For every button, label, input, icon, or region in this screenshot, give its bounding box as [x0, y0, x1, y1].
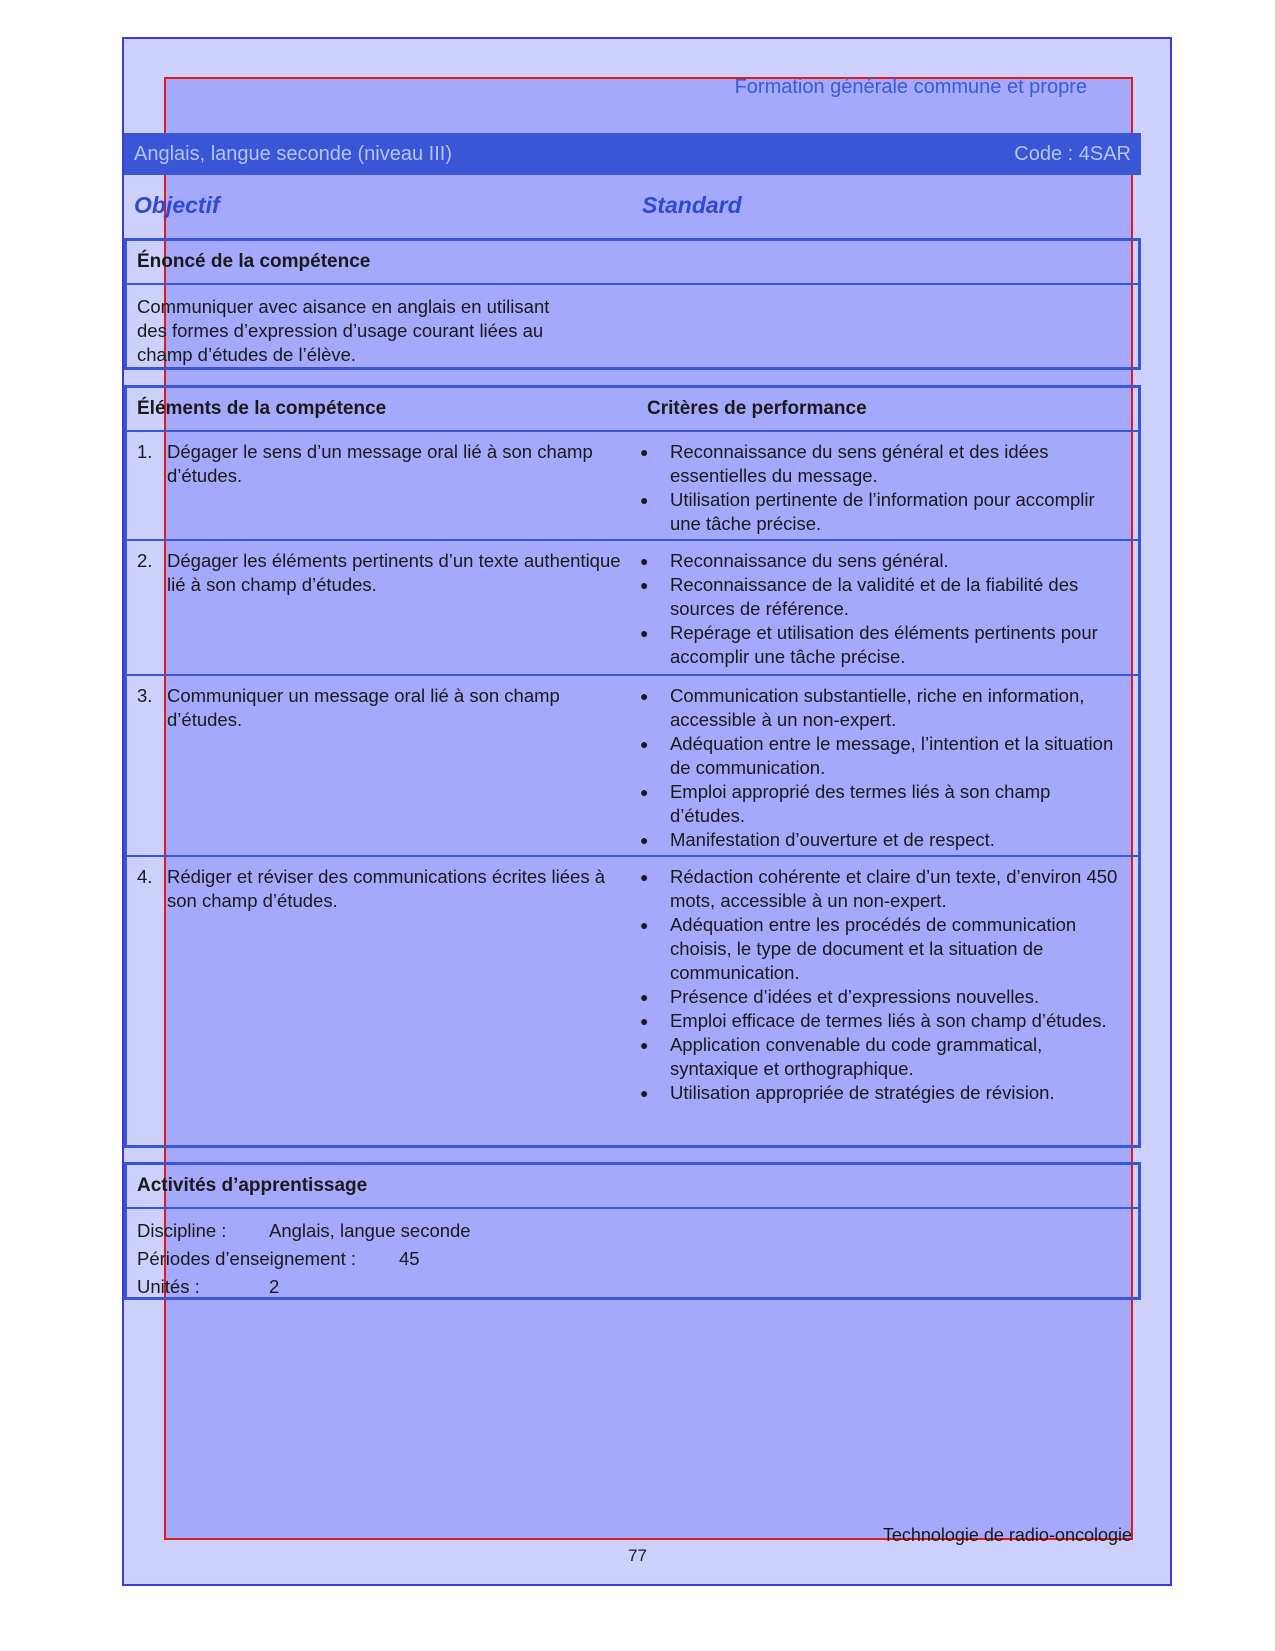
element-number: 2.: [137, 550, 153, 571]
criteria-item: [640, 780, 1128, 828]
course-title: Anglais, langue seconde (niveau III): [134, 142, 452, 165]
criteria-item: [640, 573, 1128, 621]
standard-label: Standard: [642, 192, 742, 218]
element-row: [127, 676, 1138, 857]
element-description: Communiquer un message oral lié à son champ d’études.: [167, 685, 560, 730]
criteria-text: Adéquation entre le message, l’intention et la situation de communication.: [669, 733, 1114, 778]
criteria-item: [640, 985, 1128, 1009]
discipline-value: Anglais, langue seconde: [269, 1220, 471, 1241]
element-description: Rédiger et réviser des communications écrites liées à son champ d’études.: [167, 866, 606, 911]
bullet-icon: ●: [639, 625, 649, 641]
periodes-label: Périodes d’enseignement :: [137, 1248, 357, 1269]
element-number: 4.: [137, 866, 153, 887]
element-row: [127, 857, 1138, 1134]
criteria-list: [640, 549, 1128, 668]
element-text: [137, 440, 640, 533]
criteria-list: [640, 440, 1128, 533]
bullet-icon: ●: [639, 832, 649, 848]
criteria-item: [640, 1033, 1128, 1081]
enonce-line: Communiquer avec aisance en anglais en utilisant: [137, 296, 550, 317]
criteria-item: [640, 440, 1128, 488]
enonce-line: des formes d’expression d’usage courant liées au: [137, 320, 544, 341]
bullet-icon: ●: [639, 492, 649, 508]
element-text: [137, 684, 640, 849]
element-row: [127, 432, 1138, 541]
criteria-text: Rédaction cohérente et claire d’un texte, d’environ 450 mots, accessible à un non-expert.: [669, 866, 1118, 911]
criteria-item: [640, 732, 1128, 780]
activites-box: [124, 1162, 1141, 1300]
element-text: [137, 865, 640, 1128]
criteria-text: Reconnaissance de la validité et de la fiabilité des sources de référence.: [669, 574, 1079, 619]
footer-program: Technologie de radio-oncologie: [882, 1525, 1132, 1545]
header-top-right: Formation générale commune et propre: [734, 76, 1087, 98]
element-number: 1.: [137, 441, 153, 462]
periodes-value: 45: [399, 1248, 420, 1269]
bullet-icon: ●: [639, 1013, 649, 1029]
page-number: 77: [628, 1546, 647, 1565]
bullet-icon: ●: [639, 736, 649, 752]
elements-rows: [127, 432, 1138, 1134]
criteria-text: Communication substantielle, riche en information, accessible à un non-expert.: [669, 685, 1085, 730]
criteria-item: [640, 913, 1128, 985]
criteria-item: [640, 621, 1128, 669]
criteria-item: [640, 1009, 1128, 1033]
criteria-item: [640, 684, 1128, 732]
elements-col-title: Éléments de la compétence: [137, 398, 387, 419]
element-description: Dégager les éléments pertinents d’un texte authentique lié à son champ d’études.: [167, 550, 621, 595]
bullet-icon: ●: [639, 688, 649, 704]
criteria-item: [640, 828, 1128, 852]
element-row: [127, 541, 1138, 676]
criteria-text: Emploi efficace de termes liés à son champ d’études.: [669, 1010, 1107, 1031]
criteria-text: Manifestation d’ouverture et de respect.: [669, 829, 995, 850]
bullet-icon: ●: [639, 553, 649, 569]
bullet-icon: ●: [639, 869, 649, 885]
objectif-label: Objectif: [134, 192, 220, 218]
discipline-line: [137, 1217, 1128, 1245]
discipline-label: Discipline :: [137, 1220, 227, 1241]
activites-title: Activités d’apprentissage: [127, 1165, 1138, 1209]
criteres-col-title: Critères de performance: [647, 398, 867, 419]
criteria-text: Repérage et utilisation des éléments pertinents pour accomplir une tâche précise.: [669, 622, 1098, 667]
criteria-text: Reconnaissance du sens général.: [669, 550, 949, 571]
criteria-text: Présence d’idées et d’expressions nouvelles.: [669, 986, 1040, 1007]
bullet-icon: ●: [639, 444, 649, 460]
activites-body: [127, 1209, 1138, 1309]
criteria-text: Reconnaissance du sens général et des idées essentielles du message.: [669, 441, 1049, 486]
enonce-body: [127, 285, 617, 377]
criteria-list: [640, 684, 1128, 849]
bullet-icon: ●: [639, 577, 649, 593]
enonce-line: champ d’études de l’élève.: [137, 344, 357, 365]
element-number: 3.: [137, 685, 153, 706]
elements-box: [124, 385, 1141, 1148]
bullet-icon: ●: [639, 989, 649, 1005]
criteria-text: Adéquation entre les procédés de communication choisis, le type de document et la situation de communication.: [669, 914, 1077, 983]
element-description: Dégager le sens d’un message oral lié à son champ d’études.: [167, 441, 593, 486]
periodes-line: [137, 1245, 1128, 1273]
unites-label: Unités :: [137, 1276, 200, 1297]
enonce-box: [124, 238, 1141, 370]
criteria-text: Utilisation appropriée de stratégies de révision.: [669, 1082, 1055, 1103]
unites-line: [137, 1273, 1128, 1301]
criteria-list: [640, 865, 1128, 1128]
course-code: Code : 4SAR: [1014, 142, 1131, 165]
bullet-icon: ●: [639, 1085, 649, 1101]
bullet-icon: ●: [639, 917, 649, 933]
element-text: [137, 549, 640, 668]
objectif-standard-row: [134, 192, 1134, 219]
bullet-icon: ●: [639, 1037, 649, 1053]
unites-value: 2: [269, 1276, 280, 1297]
criteria-item: [640, 549, 1128, 573]
criteria-text: Application convenable du code grammatical, syntaxique et orthographique.: [669, 1034, 1043, 1079]
criteria-item: [640, 865, 1128, 913]
criteria-item: [640, 488, 1128, 536]
criteria-item: [640, 1081, 1128, 1105]
enonce-title: Énoncé de la compétence: [127, 241, 1138, 285]
criteria-text: Utilisation pertinente de l’information pour accomplir une tâche précise.: [669, 489, 1095, 534]
elements-header: [127, 388, 1138, 432]
course-bar: [124, 133, 1141, 175]
criteria-text: Emploi approprié des termes liés à son champ d’études.: [669, 781, 1051, 826]
bullet-icon: ●: [639, 784, 649, 800]
